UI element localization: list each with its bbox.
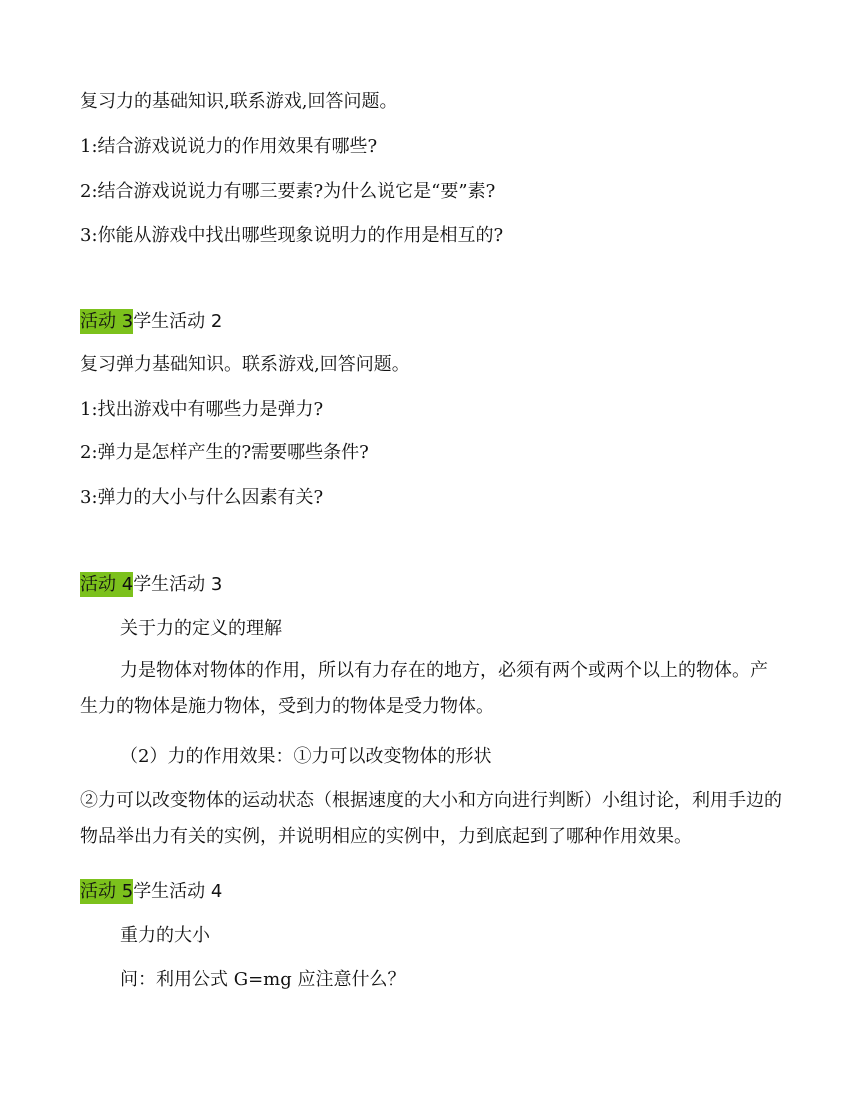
activity4-subtitle: 关于力的定义的理解 xyxy=(120,618,282,639)
activity5-title: 学生活动 4 xyxy=(133,881,223,902)
activity3-title: 学生活动 2 xyxy=(133,311,223,332)
activity4-heading xyxy=(80,573,222,597)
activity3-question-2: 2:弹力是怎样产生的?需要哪些条件? xyxy=(80,442,369,463)
activity4-tag: 活动 4 xyxy=(80,574,134,595)
section1-question-3: 3:你能从游戏中找出哪些现象说明力的作用是相互的? xyxy=(80,225,504,246)
activity3-question-3: 3:弹力的大小与什么因素有关? xyxy=(80,487,324,508)
activity4-point-2: （2）力的作用效果：①力可以改变物体的形状 xyxy=(120,746,492,767)
activity5-question: 问：利用公式 G=mg 应注意什么？ xyxy=(120,969,406,990)
activity5-tag: 活动 5 xyxy=(80,881,134,902)
section1-intro: 复习力的基础知识,联系游戏,回答问题。 xyxy=(80,91,398,112)
activity4-paragraph-1 xyxy=(80,653,782,725)
activity3-intro: 复习弹力基础知识。联系游戏,回答问题。 xyxy=(80,354,410,375)
section1-question-2: 2:结合游戏说说力有哪三要素?为什么说它是“要”素? xyxy=(80,181,496,202)
activity5-heading xyxy=(80,880,222,904)
section1-question-1: 1:结合游戏说说力的作用效果有哪些? xyxy=(80,136,378,157)
activity5-subtitle: 重力的大小 xyxy=(120,925,210,946)
activity4-paragraph-1-text: 力是物体对物体的作用，所以有力存在的地方，必须有两个或两个以上的物体。产生力的物体是施力物体，受到力的物体是受力物体。 xyxy=(80,660,768,717)
activity3-question-1: 1:找出游戏中有哪些力是弹力? xyxy=(80,399,324,420)
activity4-title: 学生活动 3 xyxy=(133,574,223,595)
activity3-tag: 活动 3 xyxy=(80,311,134,332)
activity3-heading xyxy=(80,310,222,334)
activity4-paragraph-2: ②力可以改变物体的运动状态（根据速度的大小和方向进行判断）小组讨论，利用手边的物品举出力有关的实例，并说明相应的实例中，力到底起到了哪种作用效果。 xyxy=(80,790,782,847)
